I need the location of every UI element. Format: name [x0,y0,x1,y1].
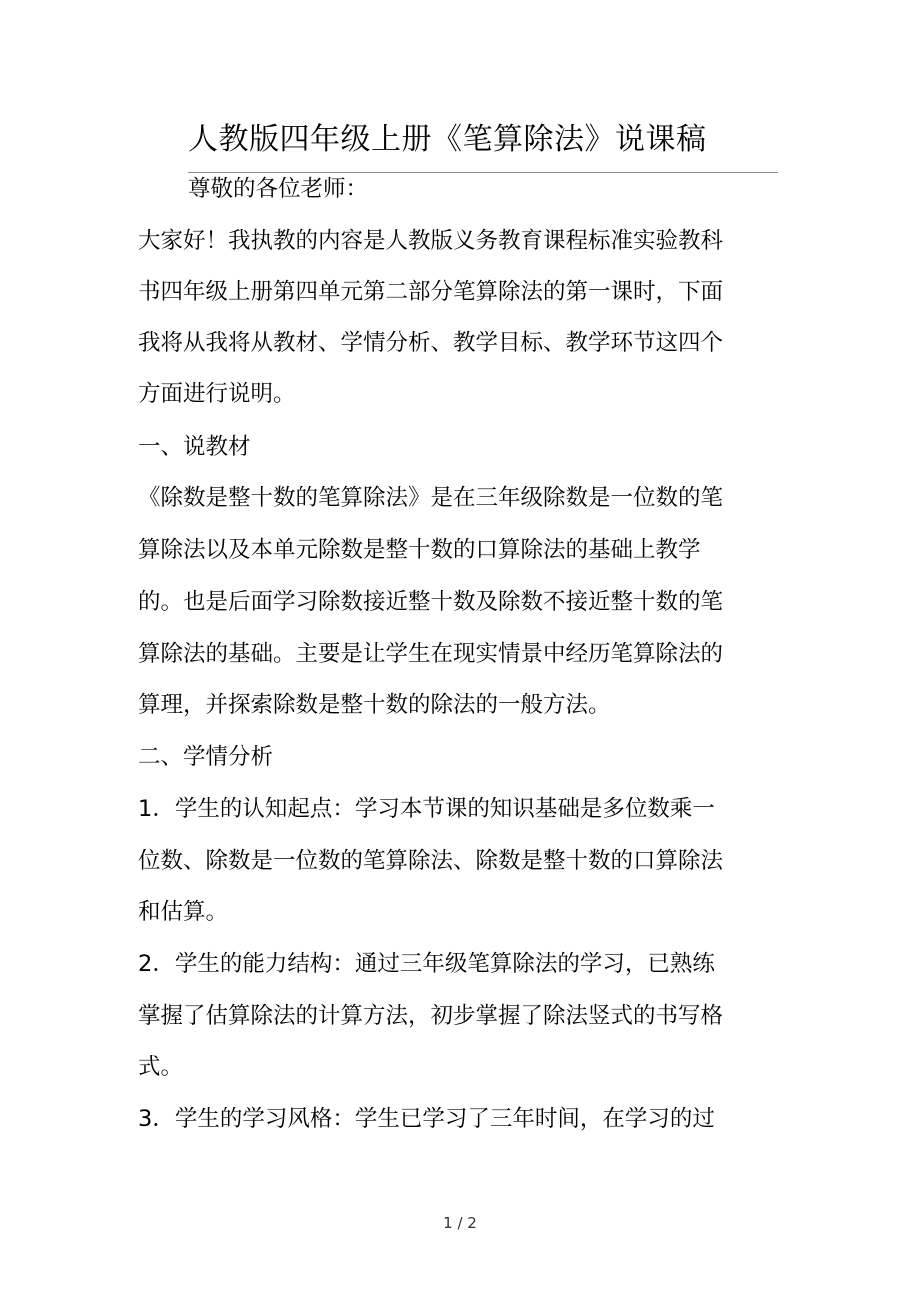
title-underline-divider [188,172,778,173]
paragraph-line: 式。 [138,1054,184,1080]
paragraph-line: 大家好！我执教的内容是人教版义务教育课程标准实验教科 [138,228,724,254]
paragraph-line: 算理，并探索除数是整十数的除法的一般方法。 [138,692,611,718]
paragraph-line: 和估算。 [138,899,229,925]
section-heading: 一、说教材 [138,434,251,460]
paragraph-line: 算除法的基础。主要是让学生在现实情景中经历笔算除法的 [138,641,724,667]
salutation-line: 尊敬的各位老师： [188,176,369,202]
paragraph-line: 的。也是后面学习除数接近整十数及除数不接近整十数的笔 [138,589,724,615]
paragraph-line: 《除数是整十数的笔算除法》是在三年级除数是一位数的笔 [138,485,724,511]
paragraph-line: 掌握了估算除法的计算方法，初步掌握了除法竖式的书写格 [138,1003,724,1029]
paragraph-line: 1．学生的认知起点：学习本节课的知识基础是多位数乘一 [138,796,715,822]
paragraph-line: 2．学生的能力结构：通过三年级笔算除法的学习，已熟练 [138,951,715,977]
document-title: 人教版四年级上册《笔算除法》说课稿 [188,122,707,157]
section-heading: 二、学情分析 [138,744,274,770]
paragraph-line: 位数、除数是一位数的笔算除法、除数是整十数的口算除法 [138,848,724,874]
paragraph-line: 算除法以及本单元除数是整十数的口算除法的基础上教学 [138,537,701,563]
paragraph-line: 3．学生的学习风格：学生已学习了三年时间，在学习的过 [138,1106,715,1132]
paragraph-line: 书四年级上册第四单元第二部分笔算除法的第一课时，下面 [138,279,724,305]
paragraph-line: 方面进行说明。 [138,381,296,407]
page-number: 1 / 2 [443,1214,477,1232]
paragraph-line: 我将从我将从教材、学情分析、教学目标、教学环节这四个 [138,330,724,356]
